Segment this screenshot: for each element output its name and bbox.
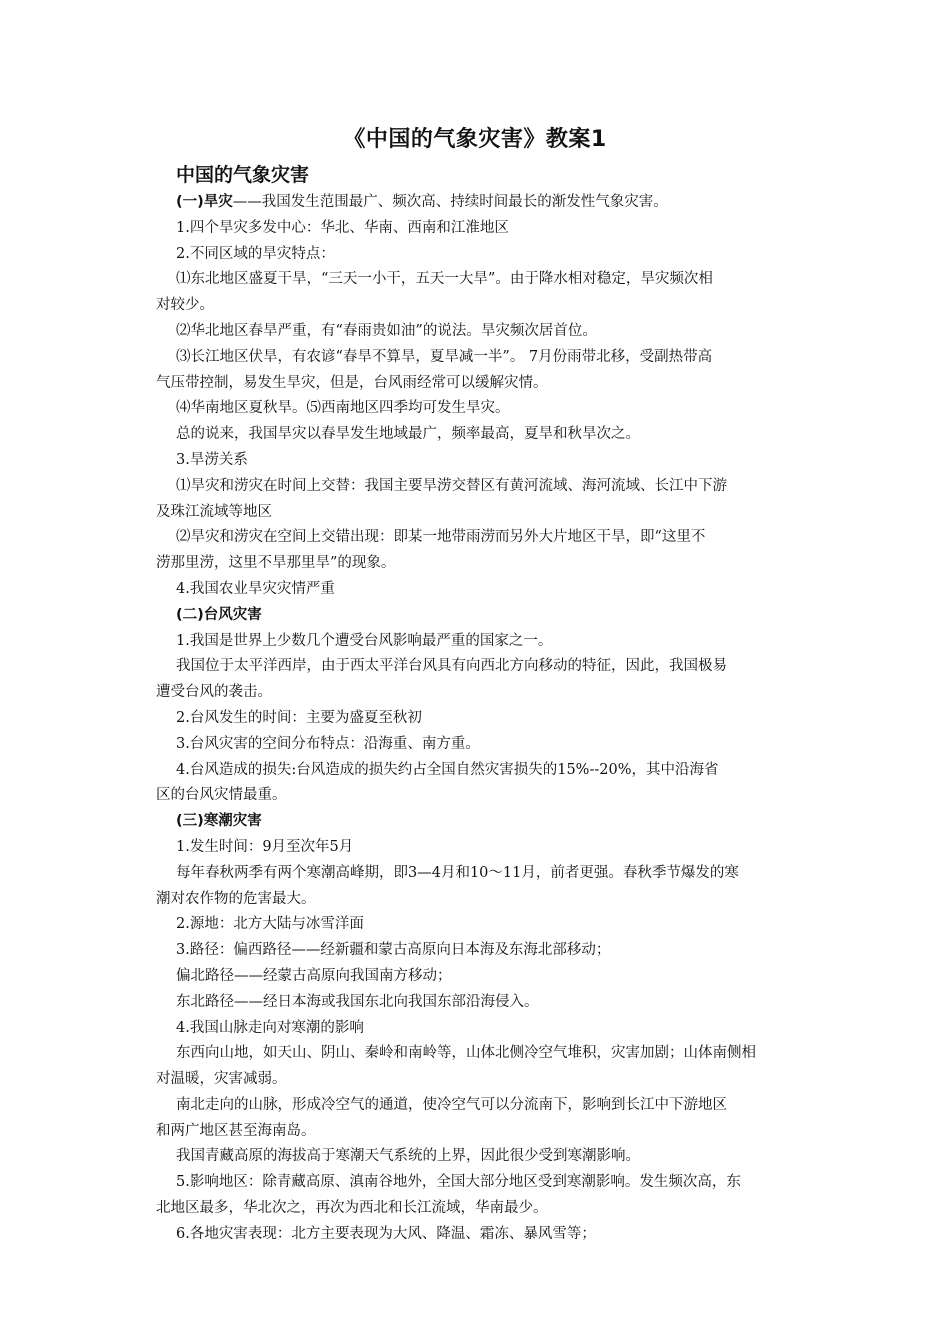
paragraph-line: 3.台风灾害的空间分布特点：沿海重、南方重。 bbox=[176, 735, 480, 752]
paragraph-line: 2.源地：北方大陆与冰雪洋面 bbox=[176, 916, 364, 933]
paragraph-line: ⑴旱灾和涝灾在时间上交替：我国主要旱涝交替区有黄河流域、海河流域、长江中下游 bbox=[176, 477, 727, 494]
subsection-heading bbox=[176, 603, 810, 629]
section-title: 中国的气象灾害 bbox=[176, 164, 310, 186]
paragraph-line: 3.路径：偏西路径——经新疆和蒙古高原向日本海及东海北部移动； bbox=[176, 942, 611, 959]
subsection-heading bbox=[176, 190, 810, 216]
paragraph-line: 总的说来，我国旱灾以春旱发生地域最广，频率最高，夏旱和秋旱次之。 bbox=[176, 426, 640, 443]
paragraph-line: 每年春秋两季有两个寒潮高峰期，即3—4月和10～11月，前者更强。春秋季节爆发的寒 bbox=[176, 864, 739, 881]
paragraph-continuation: 遭受台风的袭击。 bbox=[156, 684, 272, 701]
paragraph-continuation: 及珠江流域等地区 bbox=[156, 503, 272, 520]
paragraph-line: ⑷华南地区夏秋旱。⑸西南地区四季均可发生旱灾。 bbox=[176, 400, 510, 417]
document-body bbox=[156, 190, 810, 1248]
paragraph-line: 4.我国山脉走向对寒潮的影响 bbox=[176, 1019, 364, 1036]
paragraph-line: 5.影响地区：除青藏高原、滇南谷地外，全国大部分地区受到寒潮影响。发生频次高，东 bbox=[176, 1174, 741, 1191]
paragraph-continuation: 北地区最多，华北次之，再次为西北和长江流域，华南最少。 bbox=[156, 1200, 548, 1217]
paragraph-line: 偏北路径——经蒙古高原向我国南方移动； bbox=[176, 967, 452, 984]
paragraph-line: 4.台风造成的损失:台风造成的损失约占全国自然灾害损失的15%--20%，其中沿海省 bbox=[176, 761, 719, 778]
paragraph-continuation: 气压带控制，易发生旱灾，但是，台风雨经常可以缓解灾情。 bbox=[156, 374, 548, 391]
paragraph-continuation: 对温暖，灾害减弱。 bbox=[156, 1071, 287, 1088]
paragraph-line: 南北走向的山脉，形成冷空气的通道，使冷空气可以分流南下，影响到长江中下游地区 bbox=[176, 1096, 727, 1113]
subsection-label: (三)寒潮灾害 bbox=[176, 813, 262, 830]
subsection-description: ——我国发生范围最广、频次高、持续时间最长的渐发性气象灾害。 bbox=[232, 194, 668, 210]
document-title: 《中国的气象灾害》教案1 bbox=[343, 127, 607, 152]
paragraph-line: 2.不同区域的旱灾特点： bbox=[176, 245, 335, 262]
paragraph-line: 1.发生时间：9月至次年5月 bbox=[176, 838, 354, 855]
paragraph-line: ⑶长江地区伏旱，有农谚“春旱不算旱，夏旱减一半”。 7月份雨带北移，受副热带高 bbox=[176, 348, 713, 365]
paragraph-line: ⑵华北地区春旱严重，有“春雨贵如油”的说法。旱灾频次居首位。 bbox=[176, 322, 597, 339]
paragraph-line: ⑴东北地区盛夏干旱，“三天一小干，五天一大旱”。由于降水相对稳定，旱灾频次相 bbox=[176, 271, 713, 288]
paragraph-line: 6.各地灾害表现：北方主要表现为大风、降温、霜冻、暴风雪等； bbox=[176, 1225, 596, 1242]
paragraph-line: 东西向山地，如天山、阴山、秦岭和南岭等，山体北侧冷空气堆积，灾害加剧；山体南侧相 bbox=[176, 1045, 756, 1062]
paragraph-line: 1.我国是世界上少数几个遭受台风影响最严重的国家之一。 bbox=[176, 632, 553, 649]
paragraph-line: 3.旱涝关系 bbox=[176, 451, 248, 468]
paragraph-continuation: 区的台风灾情最重。 bbox=[156, 787, 287, 804]
paragraph-line: 我国位于太平洋西岸，由于西太平洋台风具有向西北方向移动的特征，因此，我国极易 bbox=[176, 658, 727, 675]
paragraph-line: ⑵旱灾和涝灾在空间上交错出现：即某一地带雨涝而另外大片地区干旱，即“这里不 bbox=[176, 529, 706, 546]
paragraph-continuation: 和两广地区甚至海南岛。 bbox=[156, 1122, 316, 1139]
paragraph-continuation: 涝那里涝，这里不旱那里旱”的现象。 bbox=[156, 555, 396, 572]
paragraph-line: 2.台风发生的时间：主要为盛夏至秋初 bbox=[176, 709, 422, 726]
paragraph-line: 4.我国农业旱灾灾情严重 bbox=[176, 580, 335, 597]
subsection-label: (一)旱灾 bbox=[176, 194, 233, 210]
subsection-label: (二)台风灾害 bbox=[176, 606, 262, 623]
paragraph-continuation: 潮对农作物的危害最大。 bbox=[156, 890, 316, 907]
paragraph-line: 1.四个旱灾多发中心：华北、华南、西南和江淮地区 bbox=[176, 219, 509, 236]
subsection-heading bbox=[176, 809, 810, 835]
paragraph-line: 我国青藏高原的海拔高于寒潮天气系统的上界，因此很少受到寒潮影响。 bbox=[176, 1148, 640, 1165]
paragraph-line: 东北路径——经日本海或我国东北向我国东部沿海侵入。 bbox=[176, 993, 539, 1010]
paragraph-continuation: 对较少。 bbox=[156, 297, 214, 314]
